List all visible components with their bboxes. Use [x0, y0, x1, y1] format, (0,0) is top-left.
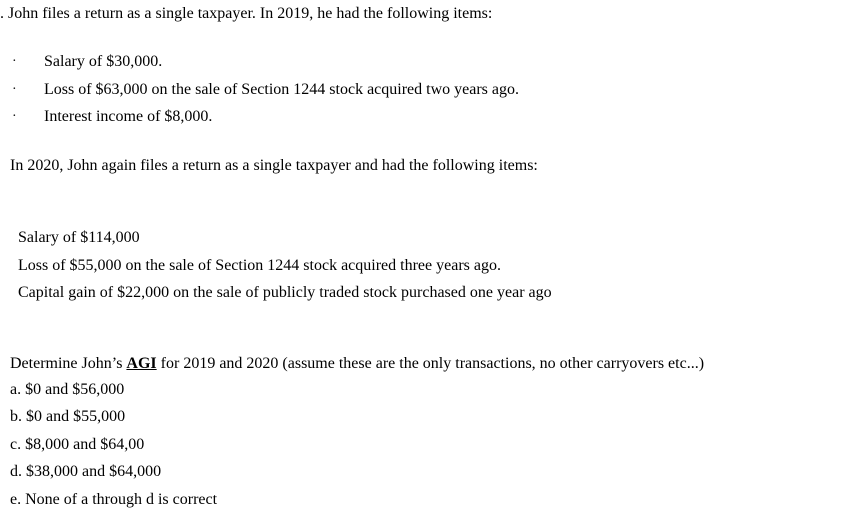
option-e[interactable]: e. None of a through d is correct: [10, 491, 218, 508]
list-item: Loss of $63,000 on the sale of Section 1244 stock acquired two years ago.: [44, 81, 520, 98]
list-item: Capital gain of $22,000 on the sale of publicly traded stock purchased one year ago: [18, 284, 552, 301]
option-d[interactable]: d. $38,000 and $64,000: [10, 463, 162, 480]
option-b[interactable]: b. $0 and $55,000: [10, 408, 126, 425]
option-a[interactable]: a. $0 and $56,000: [10, 381, 125, 398]
prompt-text-after: for 2019 and 2020 (assume these are the only transactions, no other carryovers etc...): [156, 355, 705, 372]
bullet-icon: ·: [12, 54, 17, 69]
intro-2020: In 2020, John again files a return as a single taxpayer and had the following items:: [10, 157, 538, 174]
list-item: Salary of $30,000.: [44, 53, 163, 70]
list-item: Salary of $114,000: [18, 229, 140, 246]
list-item: Interest income of $8,000.: [44, 108, 213, 125]
question-prompt: [10, 354, 704, 374]
question-intro: . John files a return as a single taxpayer. In 2019, he had the following items:: [0, 5, 493, 22]
bullet-icon: ·: [12, 109, 17, 124]
prompt-text-before: Determine John’s: [10, 355, 127, 372]
agi-emphasis: AGI: [126, 355, 157, 372]
option-c[interactable]: c. $8,000 and $64,00: [10, 436, 145, 453]
bullet-icon: ·: [12, 82, 17, 97]
list-item: Loss of $55,000 on the sale of Section 1244 stock acquired three years ago.: [18, 257, 501, 274]
